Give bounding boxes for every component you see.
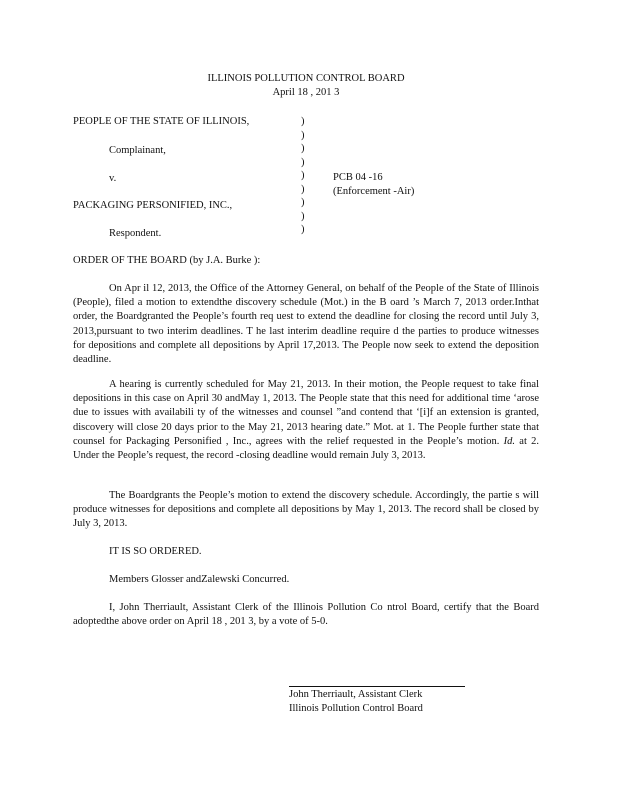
caption-paren: ) (301, 224, 305, 235)
paragraph-3: The Boardgrants the People’s motion to extend the discovery schedule. Accordingly, the partie s will produce witnesses for depositions and complete all depositions by May 1, 2013. The record shall be closed by July 3, 2013. (73, 490, 539, 530)
signatory-agency: Illinois Pollution Control Board (289, 703, 423, 714)
paragraph-2-text: A hearing is currently scheduled for May 21, 2013. In their motion, the People request to take final depositions in this case on April 30 andMay 1, 2013. The People state that this need for additional time ‘arose due to issues with availabili ty of the witnesses and counsel ”and contend that ‘[i]f an extension is granted, discovery will close 20 days prior to the May 21, 2013 hearing date.” Mot. at 1. The People further state that counsel for Packaging Personified , Inc., agrees with the relief requested in the People’s motion. (73, 379, 539, 447)
citation-id: Id. (503, 435, 516, 447)
plaintiff-name: PEOPLE OF THE STATE OF ILLINOIS, (73, 116, 250, 127)
caption-parentheses (301, 115, 311, 237)
caption-paren: ) (301, 156, 305, 168)
defendant-role: Respondent. (109, 228, 162, 239)
signatory-name: John Therriault, Assistant Clerk (289, 689, 423, 700)
caption-paren: ) (301, 143, 305, 154)
agency-title: ILLINOIS POLLUTION CONTROL BOARD (207, 73, 405, 84)
defendant-name: PACKAGING PERSONIFIED, INC., (73, 200, 233, 211)
caption-paren: ) (301, 129, 305, 141)
order-heading: ORDER OF THE BOARD (by J.A. Burke ): (73, 255, 261, 266)
caption-paren: ) (301, 116, 305, 127)
paragraph-2-tail: at 2. Under the People’s request, the record -closing deadline would remain July 3, 2013. (73, 435, 539, 462)
paragraph-2 (73, 378, 539, 463)
case-number: PCB 04 -16 (333, 172, 383, 183)
caption-paren: ) (301, 197, 305, 208)
certification-paragraph: I, John Therriault, Assistant Clerk of the Illinois Pollution Co ntrol Board, certify that the Board adoptedthe above order on April 18 , 201 3, by a vote of 5-0. (73, 602, 539, 628)
versus-label: v. (109, 173, 117, 184)
caption-paren: ) (301, 170, 305, 181)
caption-paren: ) (301, 183, 305, 195)
signature-line (289, 686, 465, 687)
case-type: (Enforcement -Air) (333, 186, 415, 197)
order-date: April 18 , 201 3 (272, 87, 340, 98)
so-ordered: IT IS SO ORDERED. (109, 546, 202, 557)
concurrence-line: Members Glosser andZalewski Concurred. (109, 574, 290, 585)
caption-paren: ) (301, 210, 305, 222)
paragraph-1: On Apr il 12, 2013, the Office of the Attorney General, on behalf of the People of the State of Illinois (People), filed a motion to extendthe discovery schedule (Mot.) in the B oard ’s March 7, 2013 order.Inthat order, the Boardgranted the People’s fourth req uest to extend the deadline for closing the record until July 3, 2013,pursuant to two interim deadlines. T he last interim deadline require d the parties to produce witnesses for depositions and complete all depositions by April 17,2013. The People now seek to extend the deposition deadline. (73, 283, 539, 366)
plaintiff-role: Complainant, (109, 145, 166, 156)
